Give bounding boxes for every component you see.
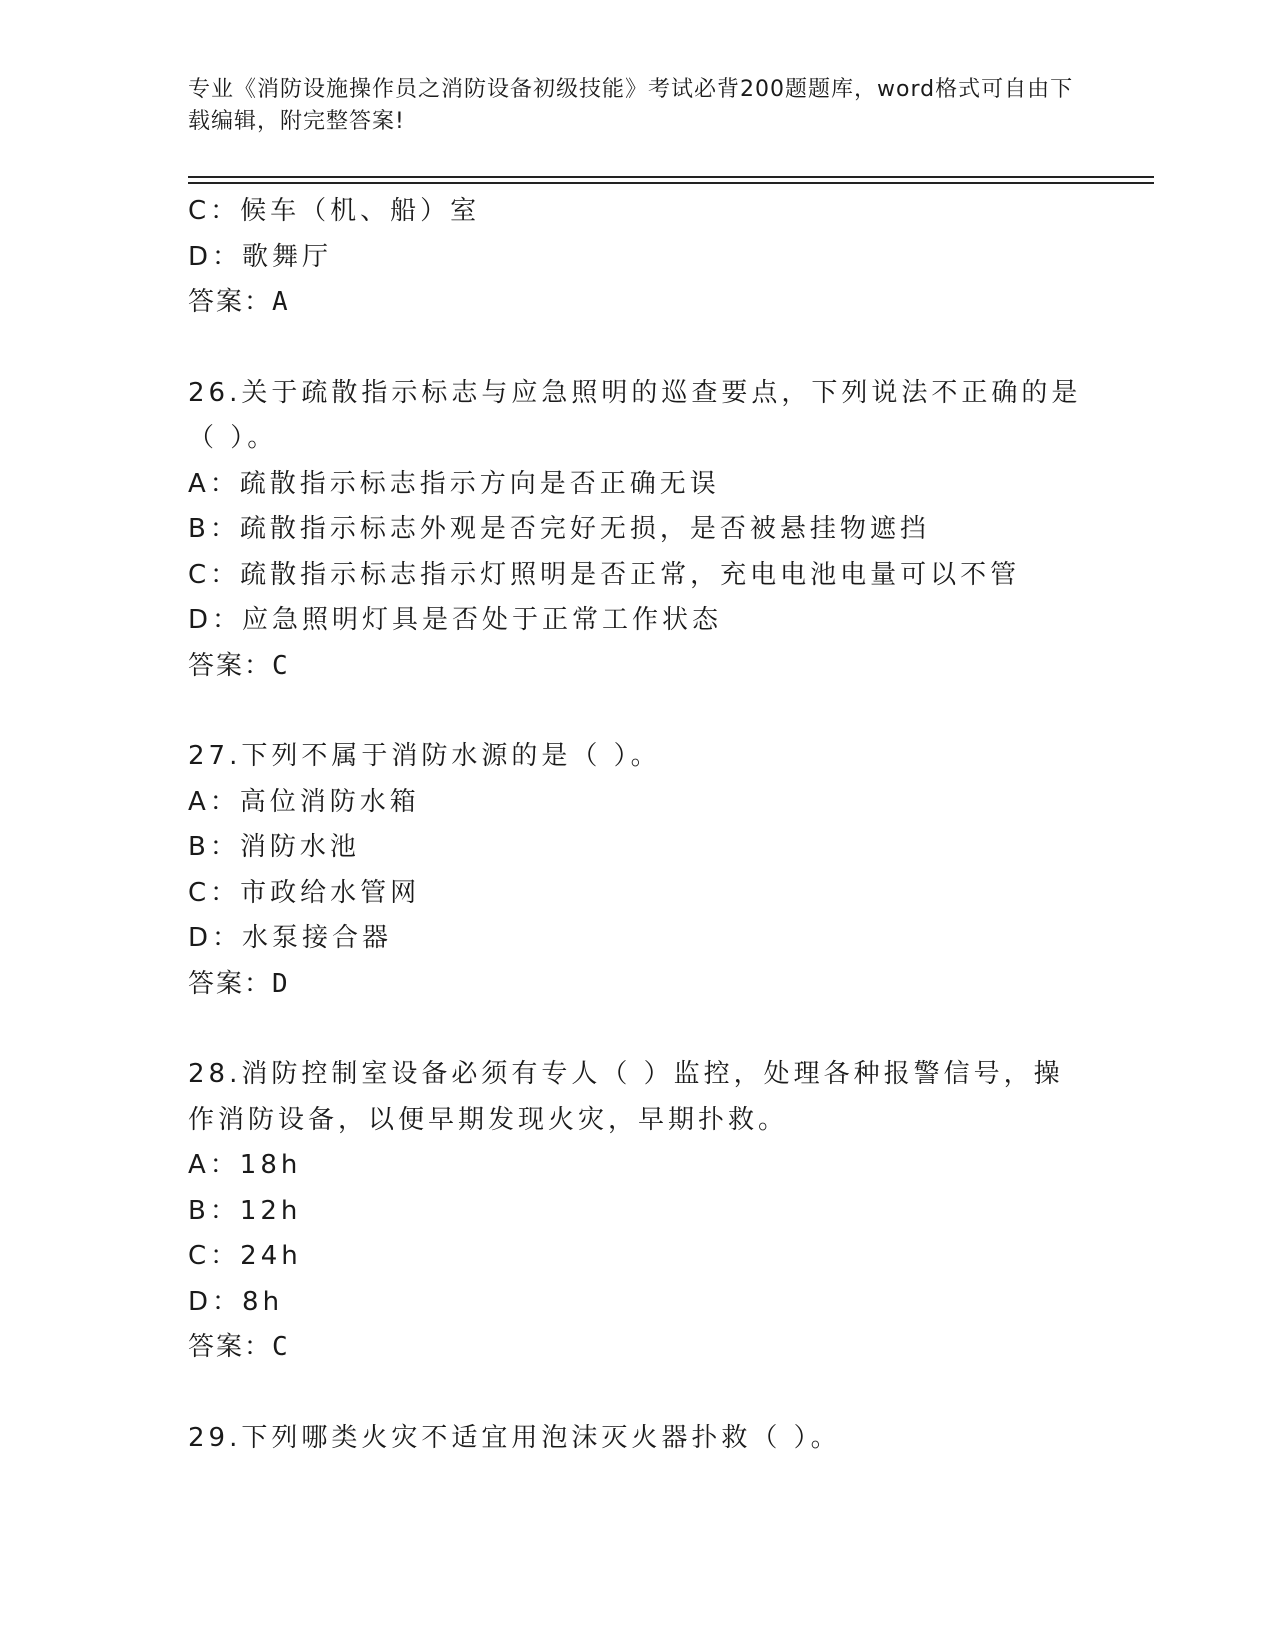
option-d: D：水泵接合器 [188, 923, 393, 953]
option-c: C：市政给水管网 [188, 877, 421, 908]
option-c: C：候车（机、船）室 [188, 196, 481, 226]
spacer [188, 689, 1088, 734]
question-list [188, 189, 1088, 1461]
option-b: B：12h [188, 1195, 302, 1226]
option-d: D：歌舞厅 [188, 241, 333, 272]
answer-line: 答案：D [188, 968, 290, 999]
answer-line: 答案：C [188, 1332, 290, 1362]
option-b: B：疏散指示标志外观是否完好无损，是否被悬挂物遮挡 [188, 514, 930, 544]
header-divider-top [188, 176, 1154, 178]
question-text: 26.关于疏散指示标志与应急照明的巡查要点，下列说法不正确的是（ ）。 [188, 377, 1082, 453]
option-d: D：应急照明灯具是否处于正常工作状态 [188, 605, 723, 635]
option-c: C：疏散指示标志指示灯照明是否正常，充电电池电量可以不管 [188, 559, 1021, 590]
spacer [188, 1007, 1088, 1052]
question-29 [188, 1416, 1088, 1462]
answer-line: 答案：A [188, 287, 290, 317]
option-d: D：8h [188, 1286, 284, 1317]
option-a: A：高位消防水箱 [188, 786, 420, 817]
option-a: A：18h [188, 1150, 302, 1180]
answer-line: 答案：C [188, 650, 290, 681]
spacer [188, 326, 1088, 371]
question-26 [188, 371, 1088, 690]
question-text: 29.下列哪类火灾不适宜用泡沫灭火器扑救（ ）。 [188, 1422, 841, 1453]
option-a: A：疏散指示标志指示方向是否正确无误 [188, 468, 720, 499]
option-b: B：消防水池 [188, 832, 360, 862]
question-28 [188, 1052, 1088, 1371]
header-divider-bottom [188, 182, 1154, 184]
question-text: 28.消防控制室设备必须有专人（ ）监控，处理各种报警信号，操作消防设备，以便早期发现火灾，早期扑救。 [188, 1059, 1064, 1135]
question-text: 27.下列不属于消防水源的是（ ）。 [188, 741, 661, 771]
question-27 [188, 734, 1088, 1007]
continued-question [188, 189, 1088, 326]
spacer [188, 1371, 1088, 1416]
document-header: 专业《消防设施操作员之消防设备初级技能》考试必背200题题库，word格式可自由下载编辑，附完整答案! [188, 77, 1074, 134]
option-c: C：24h [188, 1241, 302, 1271]
